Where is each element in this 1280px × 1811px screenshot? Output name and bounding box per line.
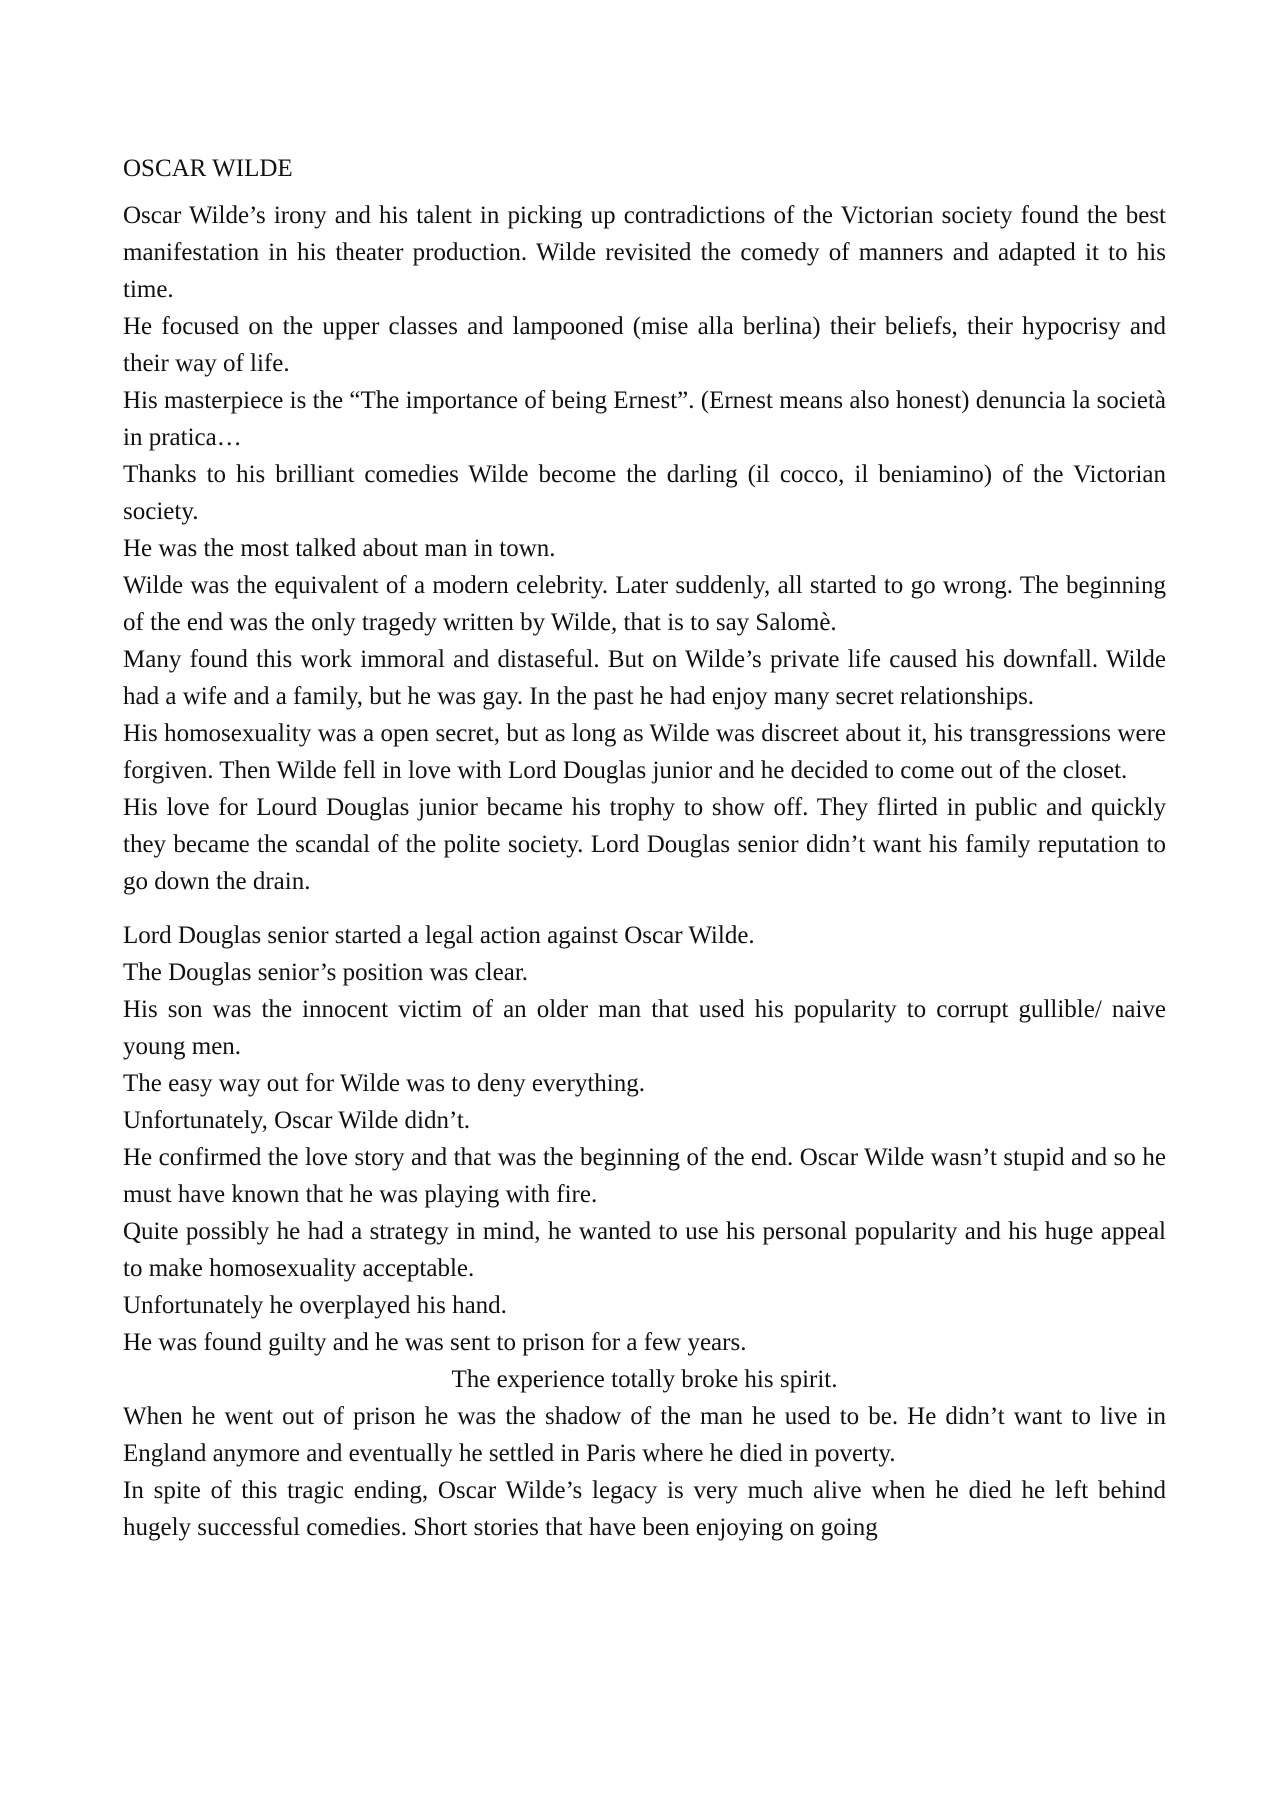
paragraph: He was the most talked about man in town. [123,535,556,562]
paragraph: Thanks to his brilliant comedies Wilde become the darling (il cocco, il beniamino) of the Victorian society. [123,461,1166,525]
paragraph: In spite of this tragic ending, Oscar Wilde’s legacy is very much alive when he died he left behind hugely successful comedies. Short stories that have been enjoying on going [123,1477,1166,1541]
section-2 [123,917,1166,1546]
paragraph: His homosexuality was a open secret, but as long as Wilde was discreet about it, his transgressions were forgiven. Then Wilde fell in love with Lord Douglas junior and he decided to come out of the closet. [123,720,1166,784]
paragraph: He was found guilty and he was sent to prison for a few years. [123,1329,747,1356]
document-page [123,150,1166,1546]
paragraph: Oscar Wilde’s irony and his talent in picking up contradictions of the Victorian society found the best manifestation in his theater production. Wilde revisited the comedy of manners and adapted it to his time. [123,202,1166,303]
paragraph: Lord Douglas senior started a legal action against Oscar Wilde. [123,922,755,949]
section-spacer [123,900,1166,917]
centered-paragraph: The experience totally broke his spirit. [451,1366,838,1393]
paragraph: His son was the innocent victim of an older man that used his popularity to corrupt gullible/ naive young men. [123,996,1166,1060]
paragraph: Unfortunately, Oscar Wilde didn’t. [123,1107,471,1134]
paragraph: He focused on the upper classes and lampooned (mise alla berlina) their beliefs, their hypocrisy and their way of life. [123,313,1166,377]
paragraph: His masterpiece is the “The importance of being Ernest”. (Ernest means also honest) denuncia la società in pratica… [123,387,1166,451]
paragraph: The easy way out for Wilde was to deny everything. [123,1070,645,1097]
paragraph: Unfortunately he overplayed his hand. [123,1292,507,1319]
document-title: OSCAR WILDE [123,155,293,182]
paragraph: He confirmed the love story and that was the beginning of the end. Oscar Wilde wasn’t stupid and so he must have known that he was playing with fire. [123,1144,1166,1208]
paragraph: Wilde was the equivalent of a modern celebrity. Later suddenly, all started to go wrong. The beginning of the end was the only tragedy written by Wilde, that is to say Salomè. [123,572,1166,636]
section-1 [123,197,1166,900]
paragraph: When he went out of prison he was the shadow of the man he used to be. He didn’t want to live in England anymore and eventually he settled in Paris where he died in poverty. [123,1403,1166,1467]
paragraph: The Douglas senior’s position was clear. [123,959,529,986]
paragraph: Many found this work immoral and distaseful. But on Wilde’s private life caused his downfall. Wilde had a wife and a family, but he was gay. In the past he had enjoy many secret relationships. [123,646,1166,710]
paragraph: Quite possibly he had a strategy in mind, he wanted to use his personal popularity and his huge appeal to make homosexuality acceptable. [123,1218,1166,1282]
paragraph: His love for Lourd Douglas junior became his trophy to show off. They flirted in public and quickly they became the scandal of the polite society. Lord Douglas senior didn’t want his family reputation to go down the drain. [123,794,1166,895]
